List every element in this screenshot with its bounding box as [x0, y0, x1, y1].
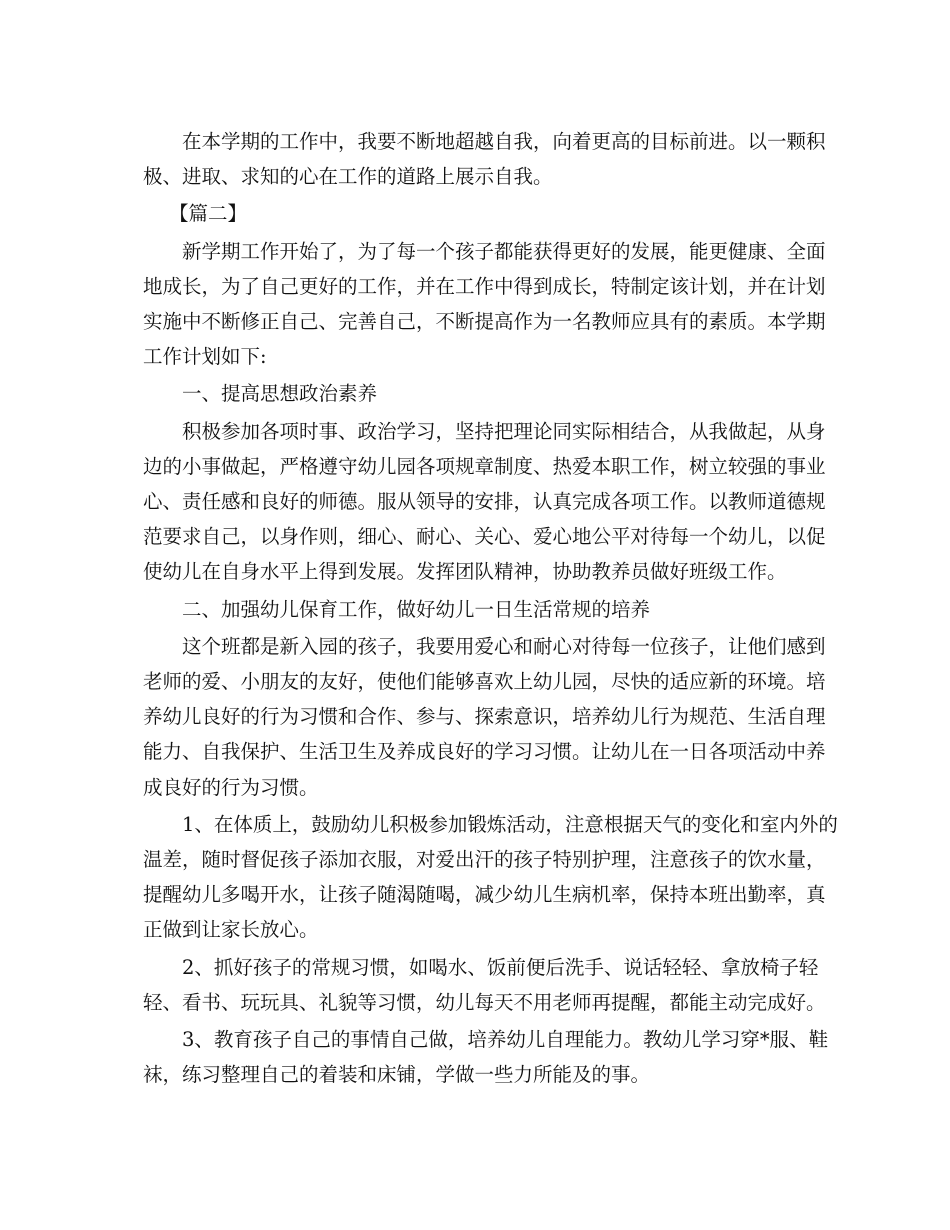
text-line: 能力、自我保护、生活卫生及养成良好的学习习惯。让幼儿在一日各项活动中养 [143, 740, 826, 764]
text-line: 边的小事做起，严格遵守幼儿园各项规章制度、热爱本职工作，树立较强的事业 [143, 454, 826, 478]
text-line: 范要求自己，以身作则，细心、耐心、关心、爱心地公平对待每一个幼儿，以促 [143, 525, 826, 549]
text-line: 正做到让家长放心。 [143, 918, 319, 942]
text-line: 新学期工作开始了，为了每一个孩子都能获得更好的发展，能更健康、全面 [182, 239, 826, 263]
text-line: 1、在体质上，鼓励幼儿积极参加锻炼活动，注意根据天气的变化和室内外的 [182, 812, 838, 836]
text-line: 积极参加各项时事、政治学习，坚持把理论同实际相结合，从我做起，从身 [182, 419, 826, 443]
paragraph [143, 807, 838, 948]
text-line: 实施中不断修正自己、完善自己，不断提高作为一名教师应具有的素质。本学期 [143, 310, 826, 334]
text-line: 老师的爱、小朋友的友好，使他们能够喜欢上幼儿园，尽快的适应新的环境。培 [143, 670, 826, 694]
text-line: 在本学期的工作中，我要不断地超越自我，向着更高的目标前进。以一颗积 [182, 130, 826, 153]
paragraph [143, 592, 811, 627]
text-line: 2、抓好孩子的常规习惯，如喝水、饭前便后洗手、说话轻轻、拿放椅子轻 [182, 955, 819, 979]
text-line: 温差，随时督促孩子添加衣服，对爱出汗的孩子特别护理，注意孩子的饮水量， [143, 848, 826, 872]
paragraph [143, 124, 826, 194]
document-body [143, 124, 838, 1094]
paragraph [143, 1022, 829, 1092]
text-line: 养幼儿良好的行为习惯和合作、参与、探索意识，培养幼儿行为规范、生活自理 [143, 705, 826, 729]
paragraph [143, 234, 826, 375]
text-line: 袜，练习整理自己的着装和床铺，学做一些力所能及的事。 [143, 1063, 651, 1087]
text-line: 心、责任感和良好的师德。服从领导的安排，认真完成各项工作。以教师道德规 [143, 490, 826, 514]
paragraph [143, 414, 826, 590]
paragraph [143, 376, 811, 411]
text-line: 提醒幼儿多喝开水，让孩子随渴随喝，减少幼儿生病机率，保持本班出勤率，真 [143, 883, 826, 907]
text-line: 二、加强幼儿保育工作，做好幼儿一日生活常规的培养 [182, 597, 651, 621]
paragraph [143, 950, 826, 1020]
text-line: 地成长，为了自己更好的工作，并在工作中得到成长，特制定该计划，并在计划 [143, 274, 826, 298]
text-line: 工作计划如下: [143, 345, 267, 369]
text-line: 一、提高思想政治素养 [182, 382, 378, 406]
text-line: 3、教育孩子自己的事情自己做，培养幼儿自理能力。教幼儿学习穿*服、鞋 [182, 1028, 829, 1052]
text-line: 这个班都是新入园的孩子，我要用爱心和耐心对待每一位孩子，让他们感到 [182, 634, 826, 658]
paragraph [143, 629, 826, 805]
text-line: 轻、看书、玩玩具、礼貌等习惯，幼儿每天不用老师再提醒，都能主动完成好。 [143, 990, 826, 1014]
text-line: 使幼儿在自身水平上得到发展。发挥团队精神，协助教养员做好班级工作。 [143, 560, 787, 584]
text-line: 极、进取、求知的心在工作的道路上展示自我。 [143, 165, 553, 189]
text-line: 成良好的行为习惯。 [143, 775, 319, 799]
section-heading: 【篇二】 [169, 202, 248, 226]
